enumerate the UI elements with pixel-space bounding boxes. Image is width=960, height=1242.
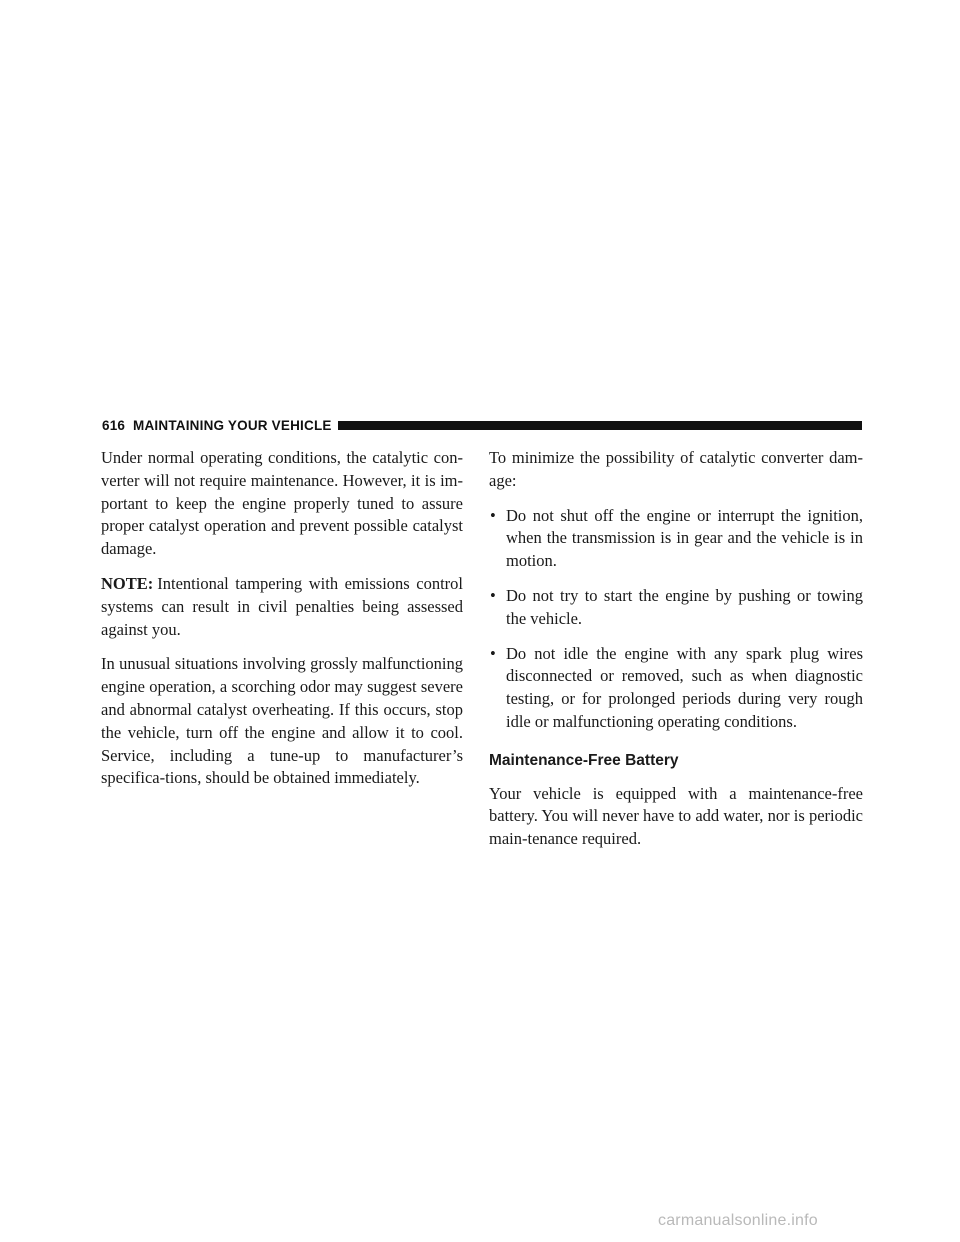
header-rule-bar [338,421,862,430]
battery-section-heading: Maintenance-Free Battery [489,751,679,769]
note-text: Intentional tampering with emissions control systems can result in civil penalties being assessed against you. [101,573,463,639]
section-title: MAINTAINING YOUR VEHICLE [133,417,332,433]
overheating-paragraph: In unusual situations involving grossly malfunctioning engine operation, a scorching odor may suggest severe and abnormal catalyst overheating. If this occurs, stop the vehicle, turn off the engine and allow it to cool. Service, including a tune-up to manufacturer’s specifica-tions, should be obtained immediately. [101,654,463,788]
catalytic-maintenance-paragraph: Under normal operating conditions, the catalytic con-verter will not require maintenance. However, it is im-portant to keep the engine properly tuned to assure proper catalyst operation and prevent possible catalyst damage. [101,448,463,559]
left-column [101,447,463,802]
list-item [489,643,863,734]
bullet-icon: • [490,585,496,605]
list-item-text: Do not shut off the engine or interrupt the ignition, when the transmission is in gear and the vehicle is in motion. [506,505,863,571]
page-header [102,415,862,435]
list-item-text: Do not idle the engine with any spark plug wires disconnected or removed, such as when diagnostic testing, or for prolonged periods during very rough idle or malfunctioning operating conditions. [506,643,863,731]
bullet-icon: • [490,505,496,525]
bullet-icon: • [490,643,496,663]
list-item [489,585,863,631]
battery-paragraph: Your vehicle is equipped with a maintenance-free battery. You will never have to add water, nor is periodic main-tenance required. [489,783,863,849]
note-label: NOTE: [101,573,154,593]
damage-prevention-list [489,505,863,734]
right-column [489,447,863,863]
page-header-text [102,418,332,433]
note-paragraph [101,573,463,641]
list-item [489,505,863,573]
site-watermark: carmanualsonline.info [658,1212,818,1229]
list-item-text: Do not try to start the engine by pushing or towing the vehicle. [506,585,863,628]
page-number: 616 [102,417,126,433]
minimize-damage-intro: To minimize the possibility of catalytic converter dam-age: [489,448,863,490]
